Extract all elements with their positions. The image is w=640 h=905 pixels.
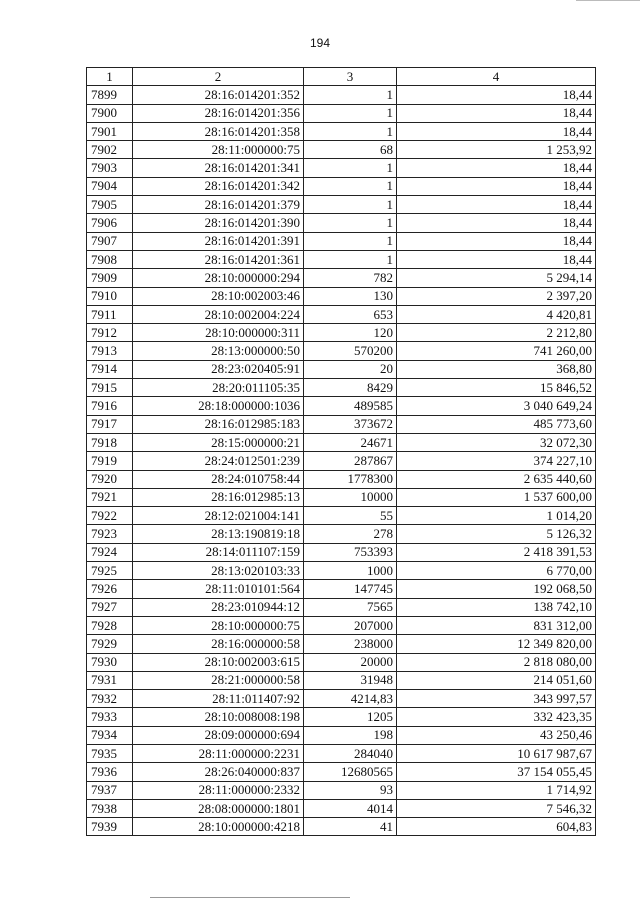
- value-cell: 1 014,20: [397, 507, 596, 525]
- value-cell: 332 423,35: [397, 708, 596, 726]
- cadastral-number-cell: 28:11:000000:75: [133, 141, 304, 159]
- cadastral-number-cell: 28:13:190819:18: [133, 525, 304, 543]
- table-row: [87, 342, 596, 360]
- table-row: [87, 635, 596, 653]
- table-row: [87, 452, 596, 470]
- cadastral-number-cell: 28:16:012985:13: [133, 488, 304, 506]
- value-cell: 18,44: [397, 104, 596, 122]
- area-cell: 20000: [304, 653, 397, 671]
- value-cell: 1 537 600,00: [397, 488, 596, 506]
- row-number-cell: 7928: [87, 616, 133, 634]
- table-row: [87, 781, 596, 799]
- row-number-cell: 7931: [87, 671, 133, 689]
- area-cell: 1: [304, 104, 397, 122]
- cadastral-number-cell: 28:16:000000:58: [133, 635, 304, 653]
- table-row: [87, 305, 596, 323]
- cadastral-number-cell: 28:12:021004:141: [133, 507, 304, 525]
- cadastral-number-cell: 28:16:014201:391: [133, 232, 304, 250]
- cadastral-number-cell: 28:11:011407:92: [133, 690, 304, 708]
- area-cell: 1778300: [304, 470, 397, 488]
- table-row: [87, 763, 596, 781]
- value-cell: 32 072,30: [397, 433, 596, 451]
- value-cell: 18,44: [397, 86, 596, 104]
- value-cell: 7 546,32: [397, 799, 596, 817]
- area-cell: 4214,83: [304, 690, 397, 708]
- row-number-cell: 7921: [87, 488, 133, 506]
- row-number-cell: 7923: [87, 525, 133, 543]
- cadastral-number-cell: 28:18:000000:1036: [133, 397, 304, 415]
- cadastral-number-cell: 28:23:020405:91: [133, 360, 304, 378]
- table-row: [87, 580, 596, 598]
- row-number-cell: 7911: [87, 305, 133, 323]
- table-body: [87, 86, 596, 836]
- row-number-cell: 7924: [87, 543, 133, 561]
- cadastral-number-cell: 28:11:000000:2231: [133, 744, 304, 762]
- page-number: 194: [309, 36, 331, 50]
- area-cell: 1: [304, 214, 397, 232]
- area-cell: 1: [304, 86, 397, 104]
- area-cell: 8429: [304, 379, 397, 397]
- area-cell: 12680565: [304, 763, 397, 781]
- row-number-cell: 7927: [87, 598, 133, 616]
- table-row: [87, 708, 596, 726]
- value-cell: 374 227,10: [397, 452, 596, 470]
- table-row: [87, 196, 596, 214]
- table-row: [87, 562, 596, 580]
- area-cell: 120: [304, 324, 397, 342]
- cadastral-number-cell: 28:16:014201:352: [133, 86, 304, 104]
- area-cell: 278: [304, 525, 397, 543]
- value-cell: 10 617 987,67: [397, 744, 596, 762]
- cadastral-number-cell: 28:10:000000:311: [133, 324, 304, 342]
- area-cell: 489585: [304, 397, 397, 415]
- value-cell: 2 635 440,60: [397, 470, 596, 488]
- row-number-cell: 7913: [87, 342, 133, 360]
- table-row: [87, 269, 596, 287]
- value-cell: 604,83: [397, 818, 596, 836]
- table-row: [87, 525, 596, 543]
- area-cell: 41: [304, 818, 397, 836]
- cadastral-number-cell: 28:16:012985:183: [133, 415, 304, 433]
- area-cell: 753393: [304, 543, 397, 561]
- row-number-cell: 7920: [87, 470, 133, 488]
- row-number-cell: 7901: [87, 122, 133, 140]
- cadastral-number-cell: 28:16:014201:390: [133, 214, 304, 232]
- row-number-cell: 7903: [87, 159, 133, 177]
- row-number-cell: 7937: [87, 781, 133, 799]
- table-row: [87, 324, 596, 342]
- table-row: [87, 653, 596, 671]
- value-cell: 43 250,46: [397, 726, 596, 744]
- row-number-cell: 7899: [87, 86, 133, 104]
- area-cell: 4014: [304, 799, 397, 817]
- cadastral-number-cell: 28:16:014201:341: [133, 159, 304, 177]
- top-edge-line: [576, 0, 640, 1]
- table-row: [87, 616, 596, 634]
- row-number-cell: 7930: [87, 653, 133, 671]
- row-number-cell: 7905: [87, 196, 133, 214]
- row-number-cell: 7919: [87, 452, 133, 470]
- table-row: [87, 104, 596, 122]
- row-number-cell: 7939: [87, 818, 133, 836]
- value-cell: 485 773,60: [397, 415, 596, 433]
- bottom-rule: [150, 897, 350, 898]
- area-cell: 570200: [304, 342, 397, 360]
- table-row: [87, 598, 596, 616]
- row-number-cell: 7900: [87, 104, 133, 122]
- cadastral-number-cell: 28:16:014201:342: [133, 177, 304, 195]
- value-cell: 18,44: [397, 177, 596, 195]
- row-number-cell: 7932: [87, 690, 133, 708]
- table-row: [87, 122, 596, 140]
- value-cell: 343 997,57: [397, 690, 596, 708]
- cadastral-number-cell: 28:11:010101:564: [133, 580, 304, 598]
- value-cell: 2 212,80: [397, 324, 596, 342]
- table-row: [87, 507, 596, 525]
- table-row: [87, 232, 596, 250]
- cadastral-number-cell: 28:13:020103:33: [133, 562, 304, 580]
- area-cell: 1: [304, 159, 397, 177]
- cadastral-number-cell: 28:21:000000:58: [133, 671, 304, 689]
- value-cell: 12 349 820,00: [397, 635, 596, 653]
- cadastral-number-cell: 28:16:014201:379: [133, 196, 304, 214]
- value-cell: 15 846,52: [397, 379, 596, 397]
- cadastral-number-cell: 28:24:012501:239: [133, 452, 304, 470]
- area-cell: 287867: [304, 452, 397, 470]
- value-cell: 18,44: [397, 122, 596, 140]
- table-row: [87, 159, 596, 177]
- value-cell: 192 068,50: [397, 580, 596, 598]
- value-cell: 18,44: [397, 250, 596, 268]
- table-row: [87, 360, 596, 378]
- area-cell: 1: [304, 177, 397, 195]
- value-cell: 2 818 080,00: [397, 653, 596, 671]
- table-row: [87, 177, 596, 195]
- value-cell: 18,44: [397, 196, 596, 214]
- table-row: [87, 744, 596, 762]
- row-number-cell: 7934: [87, 726, 133, 744]
- row-number-cell: 7908: [87, 250, 133, 268]
- table-row: [87, 397, 596, 415]
- row-number-cell: 7912: [87, 324, 133, 342]
- area-cell: 198: [304, 726, 397, 744]
- cadastral-number-cell: 28:23:010944:12: [133, 598, 304, 616]
- table-row: [87, 86, 596, 104]
- header-row: [87, 68, 596, 86]
- value-cell: 6 770,00: [397, 562, 596, 580]
- value-cell: 18,44: [397, 232, 596, 250]
- area-cell: 653: [304, 305, 397, 323]
- row-number-cell: 7929: [87, 635, 133, 653]
- table-row: [87, 470, 596, 488]
- value-cell: 1 253,92: [397, 141, 596, 159]
- table-row: [87, 415, 596, 433]
- area-cell: 55: [304, 507, 397, 525]
- area-cell: 31948: [304, 671, 397, 689]
- area-cell: 1: [304, 250, 397, 268]
- cadastral-number-cell: 28:16:014201:358: [133, 122, 304, 140]
- area-cell: 373672: [304, 415, 397, 433]
- row-number-cell: 7917: [87, 415, 133, 433]
- value-cell: 18,44: [397, 214, 596, 232]
- cadastral-number-cell: 28:09:000000:694: [133, 726, 304, 744]
- value-cell: 368,80: [397, 360, 596, 378]
- area-cell: 782: [304, 269, 397, 287]
- area-cell: 10000: [304, 488, 397, 506]
- table-row: [87, 379, 596, 397]
- table-row: [87, 799, 596, 817]
- row-number-cell: 7907: [87, 232, 133, 250]
- table-header: [87, 68, 596, 86]
- row-number-cell: 7910: [87, 287, 133, 305]
- row-number-cell: 7938: [87, 799, 133, 817]
- area-cell: 1205: [304, 708, 397, 726]
- area-cell: 238000: [304, 635, 397, 653]
- table-row: [87, 287, 596, 305]
- row-number-cell: 7916: [87, 397, 133, 415]
- cadastral-number-cell: 28:11:000000:2332: [133, 781, 304, 799]
- cadastral-number-cell: 28:08:000000:1801: [133, 799, 304, 817]
- cadastral-number-cell: 28:10:008008:198: [133, 708, 304, 726]
- value-cell: 37 154 055,45: [397, 763, 596, 781]
- cadastral-number-cell: 28:13:000000:50: [133, 342, 304, 360]
- cadastral-number-cell: 28:24:010758:44: [133, 470, 304, 488]
- area-cell: 1000: [304, 562, 397, 580]
- table-row: [87, 690, 596, 708]
- value-cell: 138 742,10: [397, 598, 596, 616]
- cadastral-number-cell: 28:15:000000:21: [133, 433, 304, 451]
- table-row: [87, 141, 596, 159]
- table-row: [87, 488, 596, 506]
- value-cell: 2 397,20: [397, 287, 596, 305]
- cadastral-number-cell: 28:10:002004:224: [133, 305, 304, 323]
- value-cell: 214 051,60: [397, 671, 596, 689]
- value-cell: 741 260,00: [397, 342, 596, 360]
- table-row: [87, 250, 596, 268]
- row-number-cell: 7926: [87, 580, 133, 598]
- cadastral-number-cell: 28:10:000000:294: [133, 269, 304, 287]
- value-cell: 831 312,00: [397, 616, 596, 634]
- area-cell: 147745: [304, 580, 397, 598]
- value-cell: 3 040 649,24: [397, 397, 596, 415]
- cadastral-number-cell: 28:16:014201:356: [133, 104, 304, 122]
- cadastral-number-cell: 28:14:011107:159: [133, 543, 304, 561]
- cadastral-number-cell: 28:10:002003:46: [133, 287, 304, 305]
- value-cell: 5 294,14: [397, 269, 596, 287]
- value-cell: 4 420,81: [397, 305, 596, 323]
- area-cell: 24671: [304, 433, 397, 451]
- table-row: [87, 543, 596, 561]
- header-col-1: 1: [87, 68, 133, 86]
- row-number-cell: 7906: [87, 214, 133, 232]
- area-cell: 93: [304, 781, 397, 799]
- table-row: [87, 726, 596, 744]
- row-number-cell: 7902: [87, 141, 133, 159]
- row-number-cell: 7922: [87, 507, 133, 525]
- row-number-cell: 7904: [87, 177, 133, 195]
- data-table: [86, 67, 596, 836]
- value-cell: 18,44: [397, 159, 596, 177]
- table-row: [87, 214, 596, 232]
- value-cell: 2 418 391,53: [397, 543, 596, 561]
- cadastral-number-cell: 28:10:000000:4218: [133, 818, 304, 836]
- area-cell: 130: [304, 287, 397, 305]
- area-cell: 1: [304, 122, 397, 140]
- area-cell: 284040: [304, 744, 397, 762]
- header-col-3: 3: [304, 68, 397, 86]
- header-col-2: 2: [133, 68, 304, 86]
- row-number-cell: 7933: [87, 708, 133, 726]
- row-number-cell: 7935: [87, 744, 133, 762]
- cadastral-number-cell: 28:10:002003:615: [133, 653, 304, 671]
- cadastral-number-cell: 28:26:040000:837: [133, 763, 304, 781]
- header-col-4: 4: [397, 68, 596, 86]
- table-row: [87, 671, 596, 689]
- cadastral-number-cell: 28:10:000000:75: [133, 616, 304, 634]
- cadastral-number-cell: 28:16:014201:361: [133, 250, 304, 268]
- table-row: [87, 433, 596, 451]
- area-cell: 1: [304, 232, 397, 250]
- table-row: [87, 818, 596, 836]
- value-cell: 5 126,32: [397, 525, 596, 543]
- row-number-cell: 7918: [87, 433, 133, 451]
- row-number-cell: 7936: [87, 763, 133, 781]
- value-cell: 1 714,92: [397, 781, 596, 799]
- area-cell: 207000: [304, 616, 397, 634]
- area-cell: 68: [304, 141, 397, 159]
- row-number-cell: 7915: [87, 379, 133, 397]
- cadastral-number-cell: 28:20:011105:35: [133, 379, 304, 397]
- area-cell: 7565: [304, 598, 397, 616]
- row-number-cell: 7914: [87, 360, 133, 378]
- area-cell: 1: [304, 196, 397, 214]
- area-cell: 20: [304, 360, 397, 378]
- row-number-cell: 7909: [87, 269, 133, 287]
- row-number-cell: 7925: [87, 562, 133, 580]
